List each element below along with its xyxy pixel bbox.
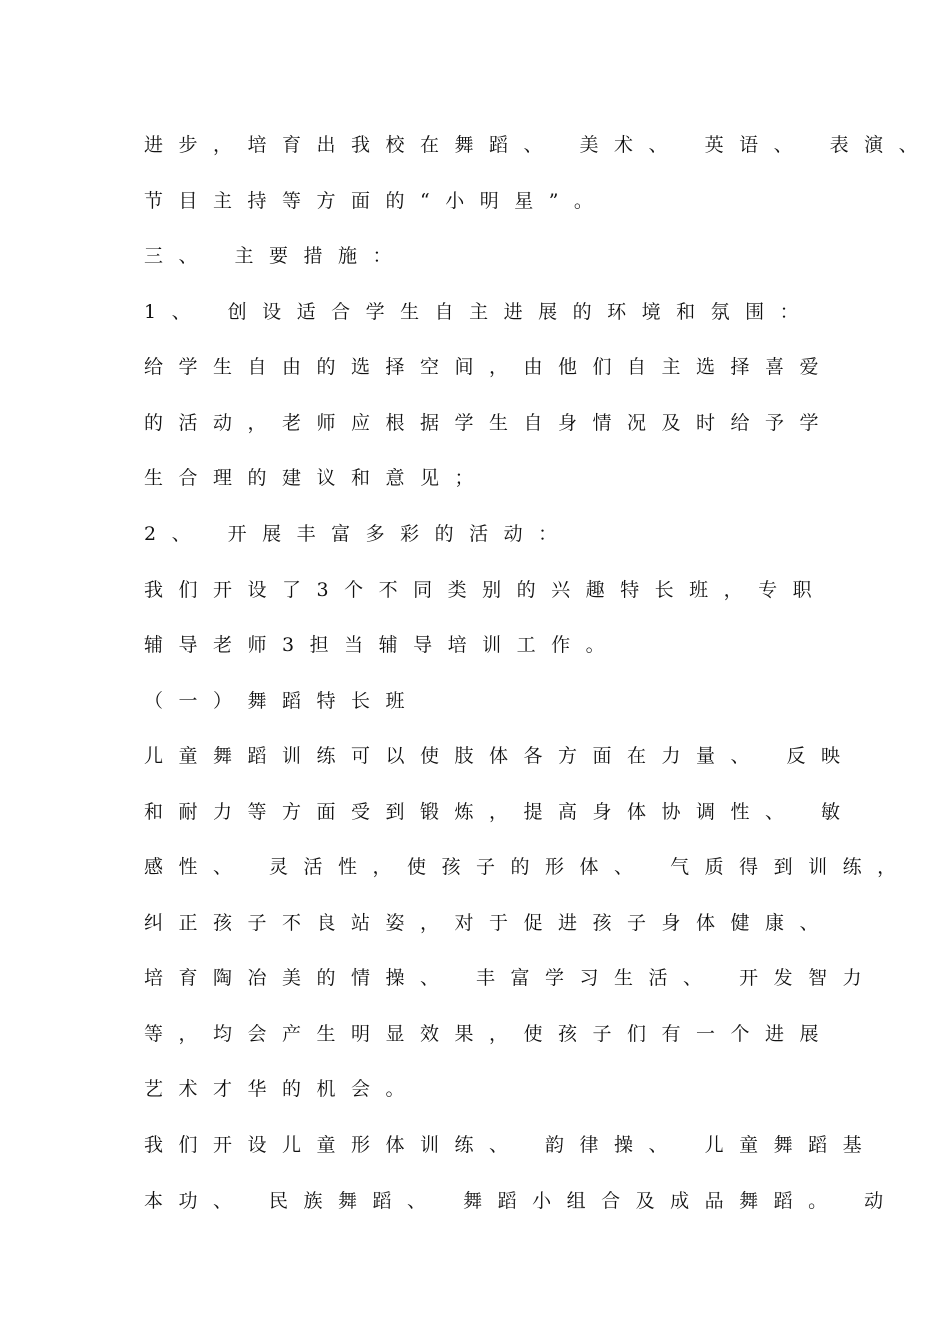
text-line: 儿童舞蹈训练可以使肢体各方面在力量、 反映 <box>144 745 856 767</box>
text-line: 节目主持等方面的“小明星”。 <box>144 190 609 212</box>
text-line: 感性、 灵活性，使孩子的形体、 气质得到训练， <box>144 856 912 878</box>
numbered-heading: 2、 开展丰富多彩的活动： <box>144 523 573 545</box>
text-line: 和耐力等方面受到锻炼，提高身体协调性、 敏 <box>144 801 856 823</box>
text-line: 我们开设儿童形体训练、 韵律操、 儿童舞蹈基 <box>144 1134 878 1156</box>
subsection-heading: （一）舞蹈特长班 <box>144 690 421 712</box>
text-line: 的活动，老师应根据学生自身情况及时给予学 <box>144 412 835 434</box>
section-heading: 三、 主要措施： <box>144 245 408 267</box>
text-line: 我们开设了3个不同类别的兴趣特长班，专职 <box>144 579 828 601</box>
text-line: 给学生自由的选择空间，由他们自主选择喜爱 <box>144 356 835 378</box>
text-line: 辅导老师3担当辅导培训工作。 <box>144 634 621 656</box>
text-line: 培育陶冶美的情操、 丰富学习生活、 开发智力 <box>144 967 878 989</box>
text-line: 等，均会产生明显效果，使孩子们有一个进展 <box>144 1023 835 1045</box>
text-line: 艺术才华的机会。 <box>144 1078 421 1100</box>
text-line: 纠正孩子不良站姿，对于促进孩子身体健康、 <box>144 912 835 934</box>
text-line: 生合理的建议和意见； <box>144 467 490 489</box>
text-line: 进步，培育出我校在舞蹈、 美术、 英语、 表演、 <box>144 134 934 156</box>
text-line: 本功、 民族舞蹈、 舞蹈小组合及成品舞蹈。 动 <box>144 1190 899 1212</box>
numbered-heading: 1、 创设适合学生自主进展的环境和氛围： <box>144 301 815 323</box>
